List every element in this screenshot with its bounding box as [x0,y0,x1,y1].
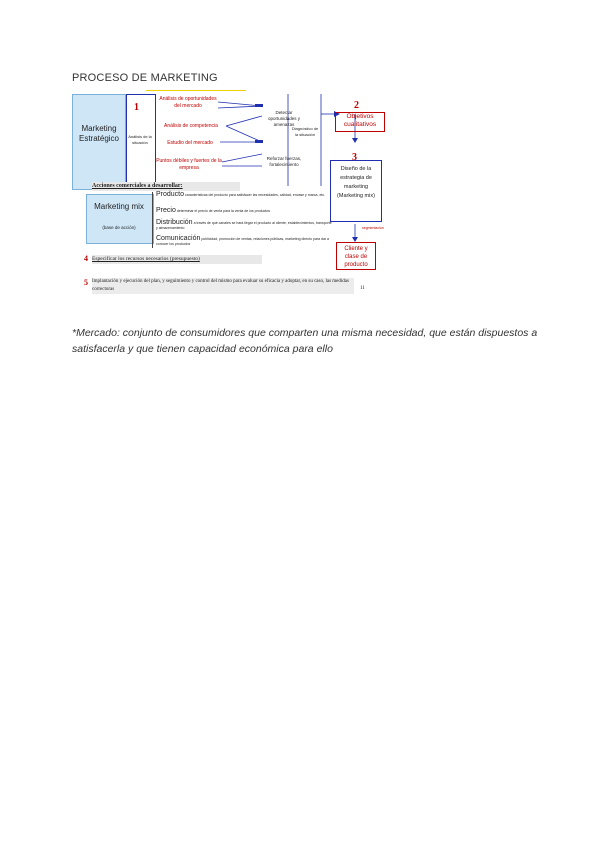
comunicacion-row [156,236,332,247]
step1-label: Análisis de la situación [128,134,152,145]
diagnostico: Diagnóstico de la situación [291,126,319,137]
marketing-process-figure [72,94,392,300]
title-underline [146,90,246,91]
step5-number: 5 [84,278,88,287]
estudio-mercado: Estudio del mercado [167,140,213,146]
marketing-mix-label: Marketing mix [94,202,144,211]
producto-desc: características del producto para satisfacer las necesidades, calidad, envase y marca, etc. [185,193,326,197]
reforzar-debilidades: Reforzar fuerzas, fortalecimiento [266,156,302,167]
producto-label: Producto [156,191,185,198]
precio-row [156,208,332,214]
acciones-header: Acciones comerciales a desarrollar: [92,182,240,191]
step4-number: 4 [84,254,88,263]
page-title: PROCESO DE MARKETING [72,72,218,84]
step5-text: Implantación y ejecución del plan, y seguimiento y control del mismo para evaluar su eficacia y adoptar, en su caso, las medidas correctoras [92,278,354,294]
comunicacion-label: Comunicación [156,235,201,242]
precio-desc: determinar el precio de venta para la venta de los productos [176,209,271,213]
producto-row [156,192,332,198]
step2-number: 2 [354,100,359,111]
footnote: *Mercado: conjunto de consumidores que comparten una misma necesidad, que están dispuestos a satisfacerla y que tienen capacidad económica para ello [72,327,538,355]
objetivos-box: Objetivos cualitativos [335,112,385,132]
analisis-oportunidades: Análisis de oportunidades del mercado [159,96,217,109]
step3-number: 3 [352,152,357,163]
analisis-competencia: Análisis de competencia [164,123,218,129]
comunicacion-desc: publicidad, promoción de ventas, relaciones públicas, marketing directo para dar a conocer los productos [156,237,329,246]
marketing-estrategico-label: Marketing Estratégico [78,124,120,143]
distribucion-desc: a través de qué canales se hará llegar el producto al cliente, establecimientos, transporte y almacenamiento [156,221,332,230]
cliente-producto-box: Cliente y clase de producto [336,242,376,270]
page-ref: 11 [360,286,365,291]
detectar-oportunidades: Detectar oportunidades y amenazas [267,110,301,127]
step1-number: 1 [134,102,139,113]
distribucion-label: Distribución [156,219,193,226]
diseno-estrategia-box: Diseño de la estrategia de marketing (Marketing mix) [330,160,382,222]
distribucion-row [156,220,332,231]
step4-text: Especificar los recursos necesarios (presupuesto) [92,255,262,264]
segmentacion-label: segmentación [362,226,384,230]
precio-label: Precio [156,207,176,214]
puntos-debiles: Puntos débiles y fuertes de la empresa [156,158,222,171]
marketing-mix-sub: (base de acción) [102,225,136,230]
